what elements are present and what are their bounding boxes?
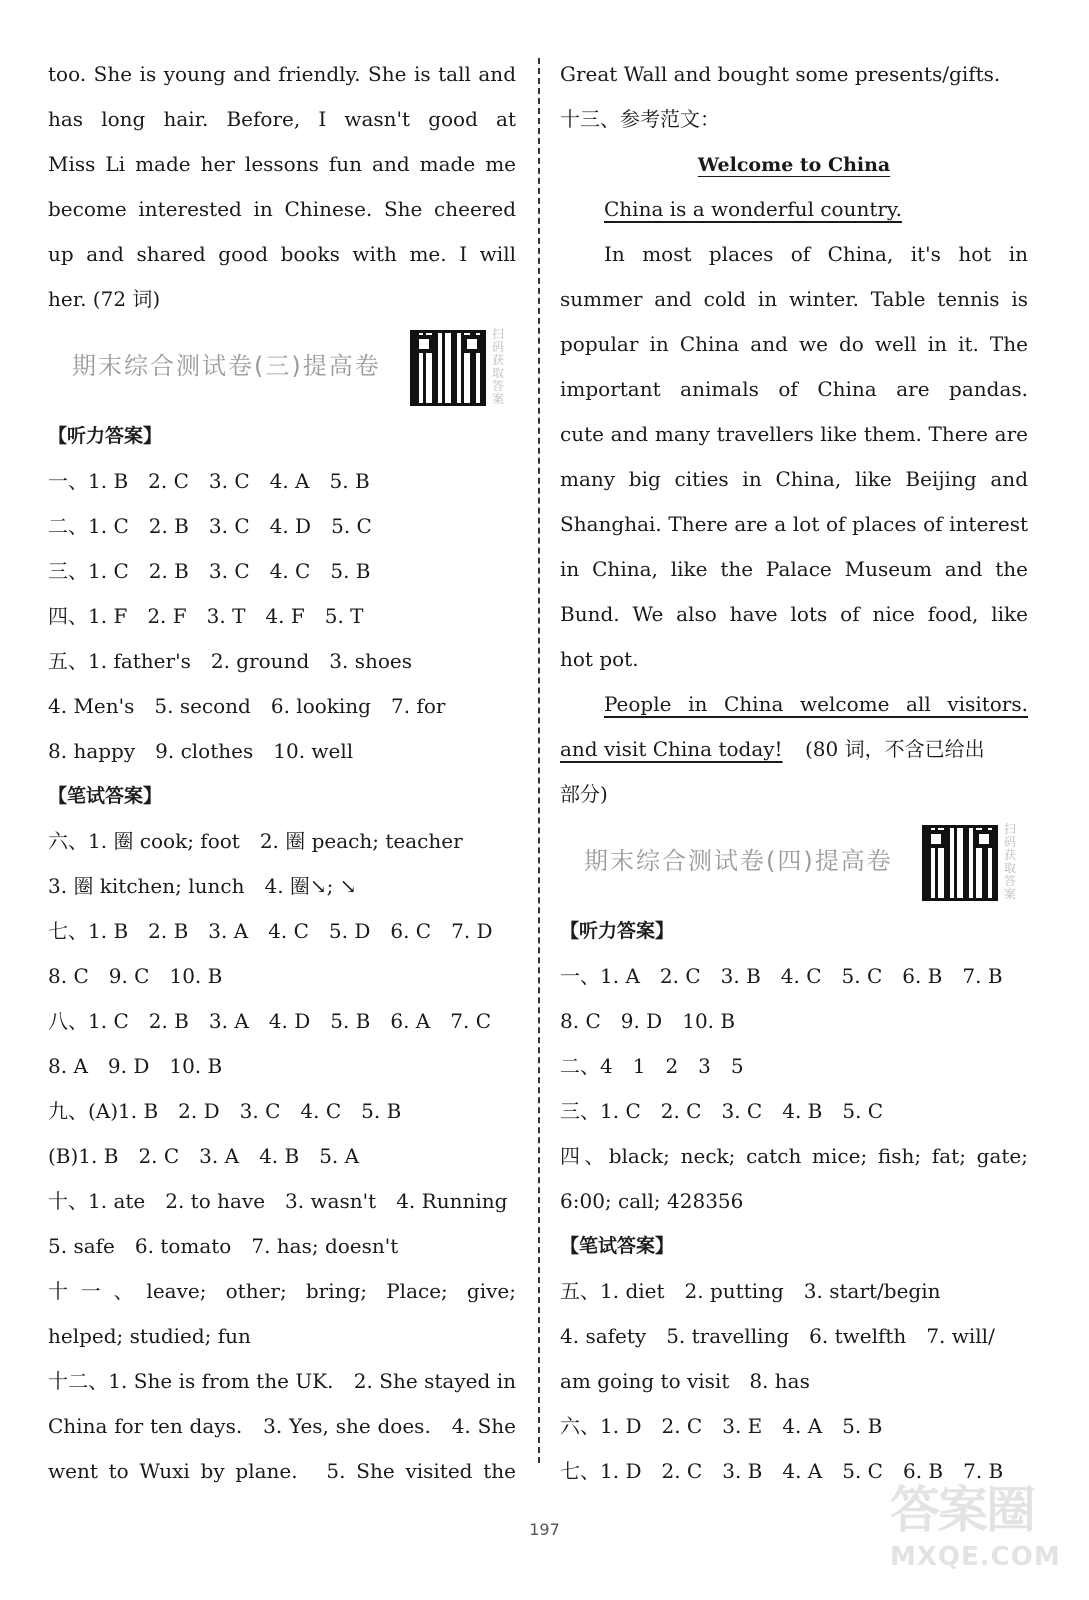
answer-row: 4. safety 5. travelling 6. twelfth 7. will/ (560, 1324, 995, 1348)
test-banner-4 (560, 817, 1028, 909)
page-number: 197 (529, 1520, 560, 1539)
written-answers (560, 1269, 1028, 1494)
answer-row: 4. Men's 5. second 6. looking 7. for (48, 694, 446, 718)
essay-end (48, 52, 516, 322)
answer-row: 四、black; neck; catch mice; fish; fat; gate; (560, 1144, 1028, 1168)
written-answers (48, 819, 516, 1494)
watermark-text: 答案圈 (890, 1481, 1034, 1539)
watermark-logo (890, 1478, 1080, 1596)
answer-row: 8. C 9. D 10. B (560, 1009, 736, 1033)
listening-answers (48, 459, 516, 774)
essay-closing-row (560, 682, 1028, 727)
answer-row: 四、1. F 2. F 3. T 4. F 5. T (48, 604, 364, 628)
text-line: Miss Li made her lessons fun and made me (48, 152, 516, 176)
section-label: 十三、参考范文： (560, 107, 720, 131)
text-line: Shanghai. There are a lot of places of interest (560, 512, 1028, 536)
written-header: 【笔试答案】 (560, 1235, 675, 1257)
answer-row: am going to visit 8. has (560, 1369, 810, 1393)
banner-title: 期末综合测试卷(四)提高卷 (584, 847, 893, 875)
qr-side-text: 扫码获取答案 (492, 327, 505, 406)
qr-code-icon[interactable] (922, 825, 998, 901)
text-line: has long hair. Before, I wasn't good at (48, 107, 516, 131)
answer-row: 五、1. father's 2. ground 3. shoes (48, 649, 412, 673)
answer-row: 三、1. C 2. B 3. C 4. C 5. B (48, 559, 371, 583)
banner-title: 期末综合测试卷(三)提高卷 (72, 352, 381, 380)
answer-row: 六、1. 圈 cook; foot 2. 圈 peach; teacher (48, 829, 463, 853)
qr-code-icon[interactable] (410, 330, 486, 406)
text-line: become interested in Chinese. She cheered (48, 197, 516, 221)
answer-row: 七、1. D 2. C 3. B 4. A 5. C 6. B 7. B (560, 1459, 1004, 1483)
listening-answers (560, 954, 1028, 1224)
answer-row: 十一、leave; other; bring; Place; give; (48, 1279, 516, 1303)
text-line: cute and many travellers like them. There are (560, 422, 1028, 446)
text-line: up and shared good books with me. I will (48, 242, 516, 266)
answer-row: 二、4 1 2 3 5 (560, 1054, 744, 1078)
watermark-url: MXQE.COM (890, 1542, 1061, 1572)
essay-word-count: (80 词，不含已给出 (804, 737, 985, 761)
answer-row: 七、1. B 2. B 3. A 4. C 5. D 6. C 7. D (48, 919, 493, 943)
text-line: too. She is young and friendly. She is tall and (48, 62, 516, 86)
answer-row: China for ten days. 3. Yes, she does. 4. She (48, 1414, 516, 1438)
text-line: popular in China and we do well in it. The (560, 332, 1028, 356)
answer-row: 三、1. C 2. C 3. C 4. B 5. C (560, 1099, 884, 1123)
essay-opening: China is a wonderful country. (604, 197, 902, 221)
answer-row: (B)1. B 2. C 3. A 4. B 5. A (48, 1144, 360, 1168)
answer-row: 6:00; call; 428356 (560, 1189, 744, 1213)
essay-body (560, 232, 1028, 682)
text-line: Bund. We also have lots of nice food, like (560, 602, 1028, 626)
answer-row: 十二、1. She is from the UK. 2. She stayed in (48, 1369, 516, 1393)
essay-closing-row-2 (560, 727, 1028, 772)
answer-row: 八、1. C 2. B 3. A 4. D 5. B 6. A 7. C (48, 1009, 491, 1033)
answer-row: helped; studied; fun (48, 1324, 251, 1348)
answer-row: 十、1. ate 2. to have 3. wasn't 4. Running (48, 1189, 508, 1213)
essay-title: Welcome to China (697, 154, 891, 176)
answer-row: 九、(A)1. B 2. D 3. C 4. C 5. B (48, 1099, 402, 1123)
answer-row: 8. C 9. C 10. B (48, 964, 223, 988)
text-line: her. (72 词) (48, 287, 161, 311)
essay-title-row (560, 142, 1028, 187)
listening-header: 【听力答案】 (48, 425, 163, 447)
answer-row: 8. happy 9. clothes 10. well (48, 739, 354, 763)
answer-row: 8. A 9. D 10. B (48, 1054, 223, 1078)
text-line: in China, like the Palace Museum and the (560, 557, 1028, 581)
answer-row: 一、1. A 2. C 3. B 4. C 5. C 6. B 7. B (560, 964, 1003, 988)
right-column (560, 52, 1028, 1494)
answer-row: 3. 圈 kitchen; lunch 4. 圈↘; ↘ (48, 874, 357, 898)
answer-row: 一、1. B 2. C 3. C 4. A 5. B (48, 469, 370, 493)
answer-row: 二、1. C 2. B 3. C 4. D 5. C (48, 514, 372, 538)
column-divider (538, 58, 540, 1463)
test-banner-3 (48, 322, 516, 414)
text-line: summer and cold in winter. Table tennis is (560, 287, 1028, 311)
answer-row: 六、1. D 2. C 3. E 4. A 5. B (560, 1414, 883, 1438)
essay-closing-1: People in China welcome all visitors. (604, 692, 1028, 716)
written-header: 【笔试答案】 (48, 785, 163, 807)
answer-row: 五、1. diet 2. putting 3. start/begin (560, 1279, 941, 1303)
qr-side-text: 扫码获取答案 (1004, 822, 1017, 901)
left-column (48, 52, 516, 1494)
text-line: Great Wall and bought some presents/gifts. (560, 62, 1001, 86)
text-line: many big cities in China, like Beijing and (560, 467, 1028, 491)
text-line: 部分) (560, 782, 608, 806)
essay-opening-row (560, 187, 1028, 232)
answer-row: went to Wuxi by plane. 5. She visited the (48, 1459, 516, 1483)
text-line: hot pot. (560, 647, 639, 671)
listening-header: 【听力答案】 (560, 920, 675, 942)
text-line: In most places of China, it's hot in (604, 242, 1028, 266)
answer-row: 5. safe 6. tomato 7. has; doesn't (48, 1234, 399, 1258)
text-line: important animals of China are pandas. (560, 377, 1028, 401)
essay-closing-2: and visit China today! (560, 737, 783, 761)
